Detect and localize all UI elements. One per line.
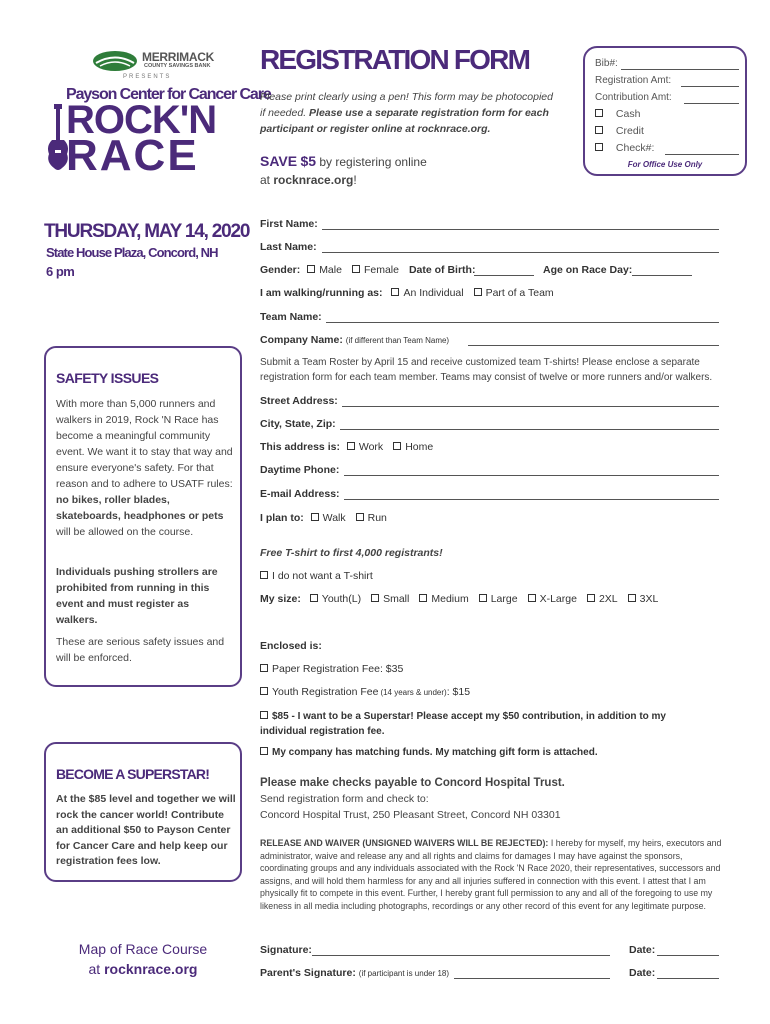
form-title: REGISTRATION FORM bbox=[260, 44, 530, 75]
team-name-field[interactable] bbox=[326, 322, 719, 323]
instructions bbox=[260, 89, 560, 137]
map-link[interactable]: rocknrace.org bbox=[104, 961, 198, 977]
race-title: RACE bbox=[66, 131, 199, 180]
size-youth-checkbox[interactable] bbox=[310, 594, 318, 602]
youth-fee-checkbox[interactable] bbox=[260, 687, 268, 695]
company-name-label: Company Name: bbox=[260, 334, 343, 346]
bank-name: MERRIMACK bbox=[142, 50, 214, 64]
instructions-bold: Please use a separate registration form for each participant or register online at rocknrace.org. bbox=[260, 107, 549, 135]
enclosed-label: Enclosed is: bbox=[260, 640, 322, 652]
save-rest: by registering online bbox=[316, 155, 427, 169]
last-name-label: Last Name: bbox=[260, 241, 317, 253]
instructions-text: Please print clearly using a pen! This form may be photocopied if needed. bbox=[260, 91, 553, 119]
individual-checkbox[interactable] bbox=[391, 288, 399, 296]
walking-as-row bbox=[260, 287, 564, 299]
size-medium-label: Medium bbox=[431, 593, 469, 605]
signature-label: Signature: bbox=[260, 944, 312, 956]
matching-row bbox=[260, 747, 598, 758]
email-label: E-mail Address: bbox=[260, 488, 340, 500]
walking-as-label: I am walking/running as: bbox=[260, 287, 383, 299]
superstar-body: At the $85 level and together we will rock the cancer world! Contribute an additional $50 to Payson Center for Cancer Care and help keep our registration fees low. bbox=[56, 793, 236, 868]
phone-label: Daytime Phone: bbox=[260, 464, 340, 476]
street-label: Street Address: bbox=[260, 395, 338, 407]
waiver-text bbox=[260, 837, 730, 913]
contrib-amt-field bbox=[595, 92, 672, 103]
gender-label: Gender: bbox=[260, 264, 301, 276]
safety-body-end: will be allowed on the course. bbox=[56, 526, 194, 538]
office-use-box bbox=[583, 46, 747, 176]
size-youth-label: Youth(L) bbox=[321, 593, 362, 605]
presents-text: PRESENTS bbox=[123, 74, 172, 80]
paper-fee-checkbox[interactable] bbox=[260, 664, 268, 672]
superstar-box bbox=[44, 742, 242, 882]
contrib-amt-label: Contribution Amt: bbox=[595, 92, 672, 103]
office-footer: For Office Use Only bbox=[627, 160, 703, 169]
parent-sig-row bbox=[260, 967, 449, 979]
size-3xl-checkbox[interactable] bbox=[628, 594, 636, 602]
save-link-line bbox=[260, 173, 357, 187]
superstar-option bbox=[260, 709, 690, 739]
check-checkbox[interactable] bbox=[595, 143, 603, 151]
last-name-field[interactable] bbox=[322, 252, 719, 253]
phone-field[interactable] bbox=[344, 475, 719, 476]
run-label: Run bbox=[367, 512, 387, 524]
size-small-checkbox[interactable] bbox=[371, 594, 379, 602]
company-name-row bbox=[260, 334, 449, 346]
mailing-address: Concord Hospital Trust, 250 Pleasant Street, Concord NH 03301 bbox=[260, 809, 561, 821]
size-row bbox=[260, 593, 668, 605]
parent-sig-label: Parent's Signature: bbox=[260, 967, 356, 979]
parent-sig-note: (if participant is under 18) bbox=[358, 969, 450, 978]
no-shirt-row bbox=[260, 570, 383, 582]
safety-title: SAFETY ISSUES bbox=[56, 370, 159, 386]
sponsor-logo bbox=[44, 46, 271, 180]
home-checkbox[interactable] bbox=[393, 442, 401, 450]
city-label: City, State, Zip: bbox=[260, 418, 336, 430]
size-xlarge-checkbox[interactable] bbox=[528, 594, 536, 602]
no-shirt-label: I do not want a T-shirt bbox=[272, 570, 373, 582]
enforced-note: These are serious safety issues and will be enforced. bbox=[56, 636, 225, 664]
date-field[interactable] bbox=[657, 955, 719, 956]
save-at: at bbox=[260, 173, 274, 187]
map-line1: Map of Race Course bbox=[78, 941, 208, 957]
size-xlarge-label: X-Large bbox=[539, 593, 577, 605]
bib-field bbox=[595, 58, 618, 69]
bib-line[interactable] bbox=[621, 69, 739, 70]
work-checkbox[interactable] bbox=[347, 442, 355, 450]
size-small-label: Small bbox=[383, 593, 410, 605]
size-3xl-label: 3XL bbox=[639, 593, 659, 605]
date-label: Date: bbox=[629, 944, 656, 956]
male-checkbox[interactable] bbox=[307, 265, 315, 273]
save-amount: $5 bbox=[300, 153, 317, 169]
stroller-rule: Individuals pushing strollers are prohibited from running in this event and must register as walkers. bbox=[56, 566, 218, 626]
superstar-title: BECOME A SUPERSTAR! bbox=[56, 766, 210, 782]
matching-checkbox[interactable] bbox=[260, 747, 268, 755]
email-field[interactable] bbox=[344, 499, 719, 500]
paper-fee-label: Paper Registration Fee: $35 bbox=[272, 663, 404, 675]
superstar-checkbox[interactable] bbox=[260, 711, 268, 719]
date2-field[interactable] bbox=[657, 978, 719, 979]
youth-fee-amount: : $15 bbox=[446, 686, 471, 698]
reg-amt-field bbox=[595, 75, 671, 86]
address-type-row bbox=[260, 441, 443, 453]
contrib-amt-line[interactable] bbox=[684, 103, 739, 104]
gender-row bbox=[260, 264, 475, 276]
safety-body-intro: With more than 5,000 runners and walkers in 2019, Rock 'N Race has become a meaningful community event. We want it to stay that way and ensure everyone's safety. For that reason and to adhere to USATF rules: bbox=[56, 398, 233, 490]
size-medium-checkbox[interactable] bbox=[419, 594, 427, 602]
male-label: Male bbox=[319, 264, 342, 276]
size-2xl-checkbox[interactable] bbox=[587, 594, 595, 602]
send-to-note: Send registration form and check to: bbox=[260, 793, 429, 805]
map-at: at bbox=[88, 961, 105, 977]
credit-label: Credit bbox=[615, 125, 644, 137]
no-shirt-checkbox[interactable] bbox=[260, 571, 268, 579]
first-name-label: First Name: bbox=[260, 218, 318, 230]
free-shirt-note: Free T-shirt to first 4,000 registrants! bbox=[260, 547, 443, 559]
size-large-label: Large bbox=[490, 593, 518, 605]
youth-fee-note: (14 years & under) bbox=[380, 688, 447, 697]
plan-to-label: I plan to: bbox=[260, 512, 304, 524]
team-checkbox[interactable] bbox=[474, 288, 482, 296]
cash-checkbox[interactable] bbox=[595, 109, 603, 117]
female-label: Female bbox=[363, 264, 399, 276]
payable-note: Please make checks payable to Concord Hospital Trust. bbox=[260, 777, 565, 789]
size-large-checkbox[interactable] bbox=[479, 594, 487, 602]
team-roster-note: Submit a Team Roster by April 15 and receive customized team T-shirts! Please enclose a separate registration form for each team member. Teams may consist of twelve or more runners and/or walkers. bbox=[260, 357, 713, 383]
dob-field[interactable] bbox=[474, 275, 534, 276]
company-note: (if different than Team Name) bbox=[345, 336, 450, 345]
reg-amt-label: Registration Amt: bbox=[595, 75, 672, 86]
youth-fee-row bbox=[260, 686, 480, 698]
bank-logo-icon bbox=[92, 50, 138, 72]
save-link[interactable]: rocknrace.org bbox=[273, 173, 354, 187]
check-label: Check#: bbox=[615, 142, 655, 154]
female-checkbox[interactable] bbox=[352, 265, 360, 273]
save-word: SAVE bbox=[260, 153, 298, 169]
age-field[interactable] bbox=[632, 275, 692, 276]
cash-option[interactable] bbox=[595, 108, 640, 120]
dob-label: Date of Birth: bbox=[408, 264, 476, 276]
event-time: 6 pm bbox=[46, 264, 75, 279]
event-date: THURSDAY, MAY 14, 2020 bbox=[44, 221, 250, 242]
map-line2 bbox=[44, 961, 242, 977]
plan-row bbox=[260, 512, 397, 524]
home-label: Home bbox=[405, 441, 434, 453]
signature-field[interactable] bbox=[312, 955, 610, 956]
rock-n-title: ROCK'N bbox=[66, 98, 217, 142]
bib-label: Bib#: bbox=[595, 58, 618, 69]
team-label: Part of a Team bbox=[485, 287, 554, 299]
check-line[interactable] bbox=[665, 154, 739, 155]
parent-sig-field[interactable] bbox=[454, 978, 610, 979]
youth-fee-label: Youth Registration Fee bbox=[272, 686, 379, 698]
save-end: ! bbox=[353, 173, 357, 187]
paper-fee-row bbox=[260, 663, 413, 675]
first-name-field[interactable] bbox=[322, 229, 719, 230]
payson-center-name: Payson Center for Cancer Care bbox=[66, 86, 271, 103]
bank-subtitle: COUNTY SAVINGS BANK bbox=[144, 63, 211, 69]
size-2xl-label: 2XL bbox=[598, 593, 618, 605]
safety-issues-box bbox=[44, 346, 242, 687]
city-field[interactable] bbox=[340, 429, 719, 430]
check-option[interactable] bbox=[595, 142, 654, 154]
reg-amt-line[interactable] bbox=[681, 86, 739, 87]
address-is-label: This address is: bbox=[260, 441, 340, 453]
matching-label: My company has matching funds. My matching gift form is attached. bbox=[272, 747, 598, 758]
safety-body bbox=[56, 396, 236, 540]
credit-checkbox[interactable] bbox=[595, 126, 603, 134]
my-size-label: My size: bbox=[260, 593, 301, 605]
work-label: Work bbox=[358, 441, 384, 453]
run-checkbox[interactable] bbox=[356, 513, 364, 521]
walk-label: Walk bbox=[322, 512, 346, 524]
street-field[interactable] bbox=[342, 406, 719, 407]
save-promo bbox=[260, 153, 427, 169]
safety-body-rules: no bikes, roller blades, skateboards, headphones or pets bbox=[56, 494, 224, 522]
individual-label: An Individual bbox=[403, 287, 464, 299]
superstar-option-label: $85 - I want to be a Superstar! Please accept my $50 contribution, in addition to my individual registration fee. bbox=[260, 711, 666, 737]
company-name-field[interactable] bbox=[468, 345, 719, 346]
waiver-title: RELEASE AND WAIVER (UNSIGNED WAIVERS WILL BE REJECTED): bbox=[260, 838, 549, 848]
walk-checkbox[interactable] bbox=[311, 513, 319, 521]
team-name-label: Team Name: bbox=[260, 311, 322, 323]
date2-label: Date: bbox=[629, 967, 656, 979]
credit-option[interactable] bbox=[595, 125, 644, 137]
waiver-body: I hereby for myself, my heirs, executors and administrator, waive and release any and all rights and claims for damages I may have against the sponsors, coordinating groups and any individuals associated with the Rock 'N Race 2020, their representatives, successors and assigns, and will hold them harmless for any and all injuries suffered in connection with this event. I attest that I am physically fit to compete in this event. Further, I hereby grant full permission to any and all of the foregoing to use my likeness in all media including photographs, recordings or any other record of this event for any legitimate purpose. bbox=[260, 838, 722, 911]
age-label: Age on Race Day: bbox=[543, 264, 633, 276]
event-location: State House Plaza, Concord, NH bbox=[46, 245, 218, 260]
cash-label: Cash bbox=[615, 108, 641, 120]
